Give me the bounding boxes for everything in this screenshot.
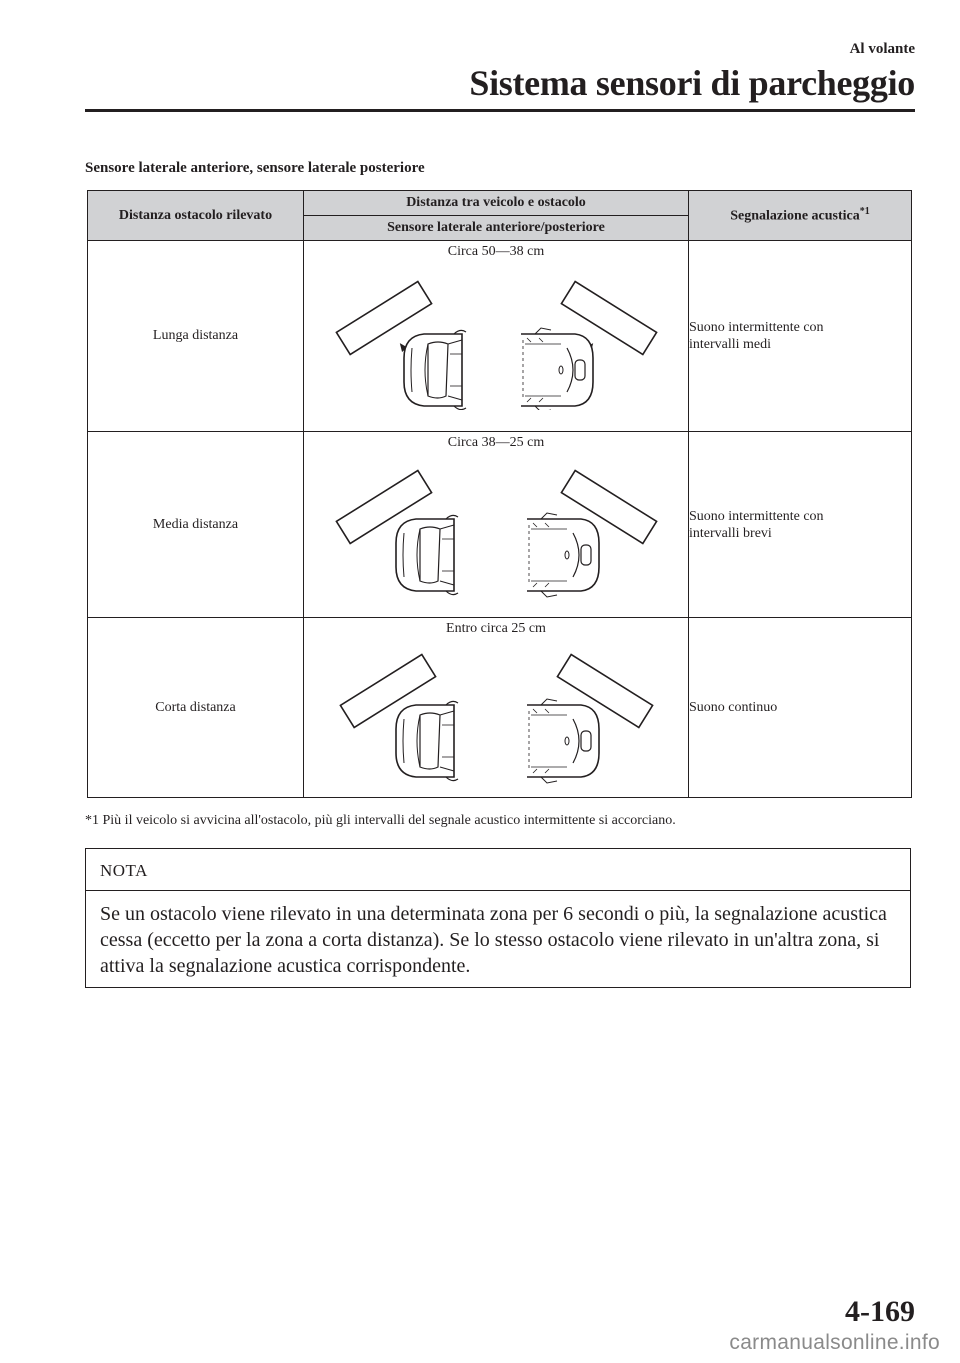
page-title: Sistema sensori di parcheggio bbox=[469, 63, 915, 103]
car-front-icon bbox=[404, 330, 466, 409]
distance-label: Corta distanza bbox=[88, 618, 304, 798]
signal-cell bbox=[689, 618, 912, 798]
range-cell bbox=[304, 432, 689, 618]
distance-label: Lunga distanza bbox=[88, 241, 304, 432]
signal-label-line1: Suono intermittente con bbox=[689, 508, 824, 524]
range-label: Circa 50—38 cm bbox=[447, 244, 545, 259]
signal-cell bbox=[689, 432, 912, 618]
col-header-vehicle-obstacle: Distanza tra veicolo e ostacolo bbox=[304, 191, 689, 216]
car-rear-icon bbox=[521, 328, 593, 410]
sensor-table bbox=[87, 190, 912, 798]
sensor-diagram-long bbox=[304, 260, 689, 410]
col-header-signal-label: Segnalazione acustica bbox=[730, 208, 860, 224]
header-divider bbox=[85, 109, 915, 112]
sensor-diagram-short bbox=[304, 637, 689, 787]
table-row bbox=[88, 618, 912, 798]
range-label: Entro circa 25 cm bbox=[446, 621, 546, 636]
range-label: Circa 38—25 cm bbox=[447, 435, 545, 450]
page-number: 4-169 bbox=[845, 1295, 915, 1328]
note-heading: NOTA bbox=[86, 849, 910, 891]
sensor-diagram-medium bbox=[304, 451, 689, 601]
car-rear-icon bbox=[527, 699, 599, 783]
signal-label-line2: intervalli medi bbox=[689, 337, 772, 352]
table-row bbox=[88, 432, 912, 618]
car-rear-icon bbox=[527, 513, 599, 597]
table-row bbox=[88, 241, 912, 432]
section-header: Al volante bbox=[849, 41, 915, 57]
note-box bbox=[85, 848, 911, 988]
col-header-sensor: Sensore laterale anteriore/posteriore bbox=[304, 216, 689, 241]
col-header-signal bbox=[689, 191, 912, 241]
car-front-icon bbox=[396, 515, 458, 594]
col-header-distance: Distanza ostacolo rilevato bbox=[88, 191, 304, 241]
signal-label-line1: Suono intermittente con bbox=[689, 320, 824, 335]
footnote: *1 Più il veicolo si avvicina all'ostacolo, più gli intervalli del segnale acustico intermittente si accorciano. bbox=[85, 813, 676, 828]
watermark: carmanualsonline.info bbox=[729, 1331, 940, 1354]
note-body: Se un ostacolo viene rilevato in una determinata zona per 6 secondi o più, la segnalazione acustica cessa (eccetto per la zona a corta distanza). Se lo stesso ostacolo viene rilevato in un'altra zona, si attiva la segnalazione acustica corrispondente. bbox=[100, 903, 887, 977]
signal-label-line2: intervalli brevi bbox=[689, 525, 772, 541]
range-cell bbox=[304, 618, 689, 798]
subheading: Sensore laterale anteriore, sensore laterale posteriore bbox=[85, 160, 425, 176]
car-front-icon bbox=[396, 701, 458, 780]
signal-label-line1: Suono continuo bbox=[689, 700, 778, 715]
range-cell bbox=[304, 241, 689, 432]
distance-label: Media distanza bbox=[88, 432, 304, 618]
footnote-ref: *1 bbox=[859, 206, 870, 218]
signal-cell bbox=[689, 241, 912, 432]
